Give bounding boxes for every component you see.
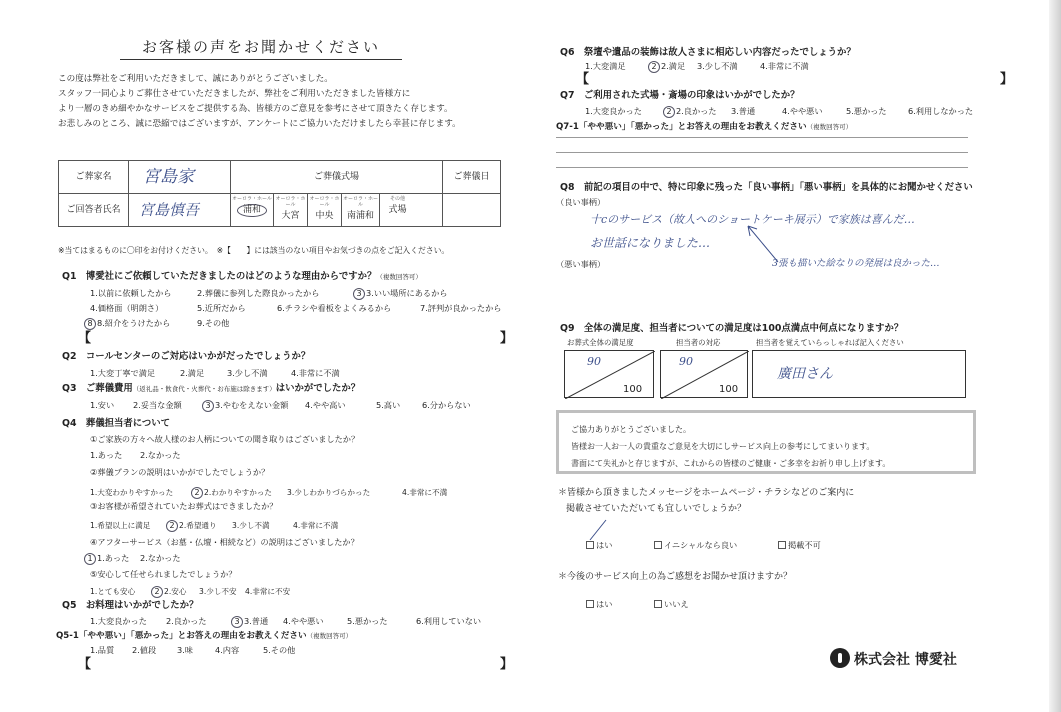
circle-mark: 8 [84, 318, 96, 330]
q9-staff-label: 担当者の対応 [676, 338, 721, 347]
q1-label: Q1 博愛社にご依頼していただきましたのはどのような理由からですか？（複数回答可） [62, 271, 422, 282]
q6-opt1: 1.大変満足 [585, 61, 626, 71]
customer-value: 宮島慎吾 [129, 194, 231, 227]
staff-score-max: 100 [719, 384, 739, 395]
line [556, 152, 968, 153]
q5-1-opt1: 1.品質 [90, 645, 115, 655]
customer-label: ご回答者氏名 [59, 194, 129, 227]
q4-s5-opt4: 4.非常に不安 [245, 587, 291, 596]
family-label: ご葬家名 [59, 161, 129, 194]
q7-opt2: 2 2.良かった [663, 106, 717, 118]
message-opt-no[interactable]: 掲載不可 [778, 541, 821, 551]
q4-s2-opt1: 1.大変わかりやすかった [90, 488, 174, 497]
hall-options [231, 194, 443, 227]
company-logo: 株式会社 博愛社 [830, 648, 957, 669]
circle-mark: 2 [191, 487, 203, 499]
q4-s3: ③お客様が希望されていたお葬式はできましたか？ [90, 501, 278, 511]
q1-opt7: 7.評判が良かったから [420, 303, 502, 313]
date-label: ご葬儀日 [443, 161, 501, 194]
q3-opt6: 6.分からない [422, 400, 471, 410]
hall-other: その他 式場 [379, 194, 415, 226]
q3-opt1: 1.安い [90, 400, 115, 410]
q2-opt3: 3.少し不満 [227, 368, 268, 378]
info-table [58, 160, 501, 227]
circle-mark: 3 [353, 288, 365, 300]
q3-label: Q3 ご葬儀費用（返礼品・飲食代・火葬代・お布施は除きます）はいかがでしたか？ [62, 383, 361, 394]
overall-score-max: 100 [623, 384, 643, 395]
q3-opt4: 4.やや高い [305, 400, 346, 410]
q8-handwriting-1: 十cのサービス（故人へのショートケーキ展示）で家族は喜んだ… [590, 213, 915, 226]
q6-label: Q6 祭壇や遺品の装飾は故人さまに相応しい内容だったでしょうか？ [560, 47, 856, 58]
q4-s1-opt2: 2.なかった [140, 450, 181, 460]
q4-s4-opt2: 2.なかった [140, 553, 181, 563]
q7-opt1: 1.大変良かった [585, 106, 642, 116]
q4-s2-opt2: 2 2.わかりやすかった [191, 487, 272, 499]
message-question: ＊皆様から頂きましたメッセージをホームページ・チラシなどのご案内に [558, 488, 855, 498]
q4-s5: ⑤安心して任せられましたでしょうか？ [90, 569, 237, 579]
q1-opt3: 3 3.いい場所にあるから [355, 288, 448, 300]
q5-opt3: 3 3.普通 [231, 616, 268, 628]
q4-s5-opt1: 1.とても安心 [90, 587, 136, 596]
venue-label: ご葬儀式場 [231, 161, 443, 194]
q5-opt2: 2.良かった [166, 616, 207, 626]
q5-1-opt5: 5.その他 [263, 645, 296, 655]
overall-score-box [564, 350, 654, 398]
circle-mark: 1 [84, 553, 96, 565]
hall-omiya: オーロラ・ホール 大宮 [273, 194, 307, 226]
q4-s3-opt2: 2 2.希望通り [166, 520, 217, 532]
q5-opt4: 4.やや悪い [283, 616, 324, 626]
staff-score-value: 90 [679, 355, 693, 368]
circle-mark: 2 [663, 106, 675, 118]
circle-mark: 3 [202, 400, 214, 412]
q9-staff-name-label: 担当者を覚えていらっしゃれば記入ください [756, 338, 904, 347]
q5-1-opt4: 4.内容 [215, 645, 240, 655]
checkbox[interactable] [654, 541, 662, 549]
q3-opt5: 5.高い [376, 400, 401, 410]
overall-score-value: 90 [587, 355, 601, 368]
q9-label: Q9 全体の満足度、担当者についての満足度は100点満点中何点になりますか？ [560, 323, 904, 334]
q7-opt6: 6.利用しなかった [908, 106, 974, 116]
q4-s2-opt3: 3.少しわかりづらかった [287, 488, 371, 497]
q1-bracket-close: 】 [500, 331, 514, 346]
q4-s2-opt4: 4.非常に不満 [402, 488, 448, 497]
q1-opt5: 5.近所だから [197, 303, 246, 313]
circle-mark: 2 [648, 61, 660, 73]
future-opt-no[interactable]: いいえ [654, 600, 689, 610]
instruction-note: ※当てはまるものに〇印をお付けください。 ※【 】には該当のない項目やお気づきの点をご記入ください。 [58, 246, 450, 255]
q5-bracket-open: 【 [78, 657, 92, 672]
q9-overall-label: お葬式全体の満足度 [567, 338, 634, 347]
q1-opt1: 1.以前に依頼したから [90, 288, 172, 298]
circle-mark: 2 [151, 586, 163, 598]
staff-name-value: 廣田さん [777, 366, 833, 382]
intro-text: この度は弊社をご利用いただきまして、誠にありがとうございました。 スタッフ一同心よりご葬仕させていただきましたが、弊社をご利用いただきました皆様方に より一層のきめ細やかなサービスをご提供する為、皆様方のご意見を参考にさせて頂きたく存じます。 お悲しみのところ、誠に恐縮ではございますが、アンケートにご協力いただけましたら幸甚に存じます。 [58, 74, 461, 129]
q6-bracket-close: 】 [1000, 72, 1014, 87]
logo-mark-icon [830, 648, 850, 668]
q7-opt3: 3.普通 [731, 106, 756, 116]
q8-good-label: （良い事柄） [556, 197, 606, 207]
staff-score-box [660, 350, 748, 398]
check-stroke [588, 518, 610, 544]
q8-bad-label: （悪い事柄） [556, 259, 606, 269]
q8-handwriting-2: お世話になりました… [590, 236, 711, 250]
q6-opt2: 2 2.満足 [648, 61, 685, 73]
q4-s1: ①ご家族の方々へ故人様のお人柄についての聞き取りはございましたか？ [90, 434, 360, 444]
hall-minami-urawa: オーロラ・ホール 南浦和 [341, 194, 379, 226]
q1-opt4: 4.価格面（明朗さ） [90, 303, 164, 313]
q7-label: Q7 ご利用された式場・斎場の印象はいかがでしたか？ [560, 90, 800, 101]
q7-1-label: Q7-1「やや悪い」「悪かった」とお答えの理由をお教えください（複数回答可） [556, 122, 853, 132]
q6-bracket-open: 【 [576, 72, 590, 87]
q2-opt1: 1.大変丁寧で満足 [90, 368, 156, 378]
q8-handwriting-3: 3張も描いた絵なりの発展は良かった… [772, 258, 940, 269]
q7-opt4: 4.やや悪い [782, 106, 823, 116]
q5-1-opt3: 3.味 [177, 645, 193, 655]
q4-s5-opt2: 2 2.安心 [151, 586, 186, 598]
q4-s5-opt3: 3.少し不安 [199, 587, 237, 596]
q1-bracket-open: 【 [78, 331, 92, 346]
message-opt-initial[interactable]: イニシャルなら良い [654, 541, 737, 551]
checkbox[interactable] [586, 600, 594, 608]
q4-s4: ④アフターサービス（お墓・仏壇・相続など）の説明はございましたか？ [90, 537, 359, 547]
circle-mark: 2 [166, 520, 178, 532]
q4-label: Q4 葬儀担当者について [62, 418, 171, 429]
q4-s3-opt3: 3.少し不満 [232, 521, 270, 530]
q8-label: Q8 前記の項目の中で、特に印象に残った「良い事柄」「悪い事柄」を具体的にお聞かせください [560, 182, 973, 193]
q2-opt4: 4.非常に不満 [291, 368, 340, 378]
q5-label: Q5 お料理はいかがでしたか？ [62, 600, 199, 611]
q5-opt6: 6.利用していない [416, 616, 482, 626]
q4-s3-opt4: 4.非常に不満 [293, 521, 339, 530]
q4-s3-opt1: 1.希望以上に満足 [90, 521, 151, 530]
message-question-2: 掲載させていただいても宜しいでしょうか？ [566, 504, 747, 514]
q2-opt2: 2.満足 [180, 368, 205, 378]
hall-chuo: オーロラ・ホール 中央 [307, 194, 341, 226]
date-value [443, 194, 501, 227]
q1-opt8: 8 8.紹介をうけたから [84, 318, 170, 330]
q1-opt6: 6.チラシや看板をよくみるから [277, 303, 392, 313]
q1-opt2: 2.葬儀に参列した際良かったから [197, 288, 320, 298]
message-opt-yes[interactable]: はい [586, 541, 612, 551]
q1-opt9: 9.その他 [197, 318, 230, 328]
line [556, 137, 968, 138]
thanks-box: ご協力ありがとうございました。 皆様お一人お一人の貴重なご意見を大切にしサービス向上の参考にしてまいります。 書面にて失礼かと存じますが、これからの皆様のご健康・ご多幸をお祈り申し上げます。 [556, 410, 976, 474]
family-value: 宮島家 [129, 161, 231, 194]
q5-bracket-close: 】 [500, 657, 514, 672]
staff-name-box [752, 350, 966, 398]
checkbox[interactable] [654, 600, 662, 608]
q5-1-label: Q5-1「やや悪い」「悪かった」とお答えの理由をお教えください（複数回答可） [56, 631, 353, 641]
q6-opt4: 4.非常に不満 [760, 61, 809, 71]
q4-s4-opt1: 1 1.あった [84, 553, 129, 565]
circle-mark: 3 [231, 616, 243, 628]
line [556, 167, 968, 168]
q4-s2: ②葬儀プランの説明はいかがでしたでしょうか？ [90, 467, 270, 477]
q3-opt2: 2.妥当な金額 [133, 400, 182, 410]
scan-edge [1049, 0, 1061, 712]
arrow-annotation [740, 222, 790, 264]
checkbox[interactable] [778, 541, 786, 549]
q4-s1-opt1: 1.あった [90, 450, 123, 460]
q5-1-opt2: 2.値段 [132, 645, 157, 655]
q7-opt5: 5.悪かった [846, 106, 887, 116]
page-title: お客様の声をお聞かせください [120, 38, 402, 60]
q5-opt5: 5.悪かった [347, 616, 388, 626]
future-opt-yes[interactable]: はい [586, 600, 612, 610]
q2-label: Q2 コールセンターのご対応はいかがだったでしょうか？ [62, 351, 311, 362]
future-question: ＊今後のサービス向上の為ご感想をお聞かせ頂けますか？ [558, 572, 793, 582]
q3-opt3: 3 3.やむをえない金額 [202, 400, 288, 412]
q6-opt3: 3.少し不満 [697, 61, 738, 71]
q5-opt1: 1.大変良かった [90, 616, 147, 626]
hall-urawa: オーロラ・ホール 浦和 [232, 196, 272, 215]
